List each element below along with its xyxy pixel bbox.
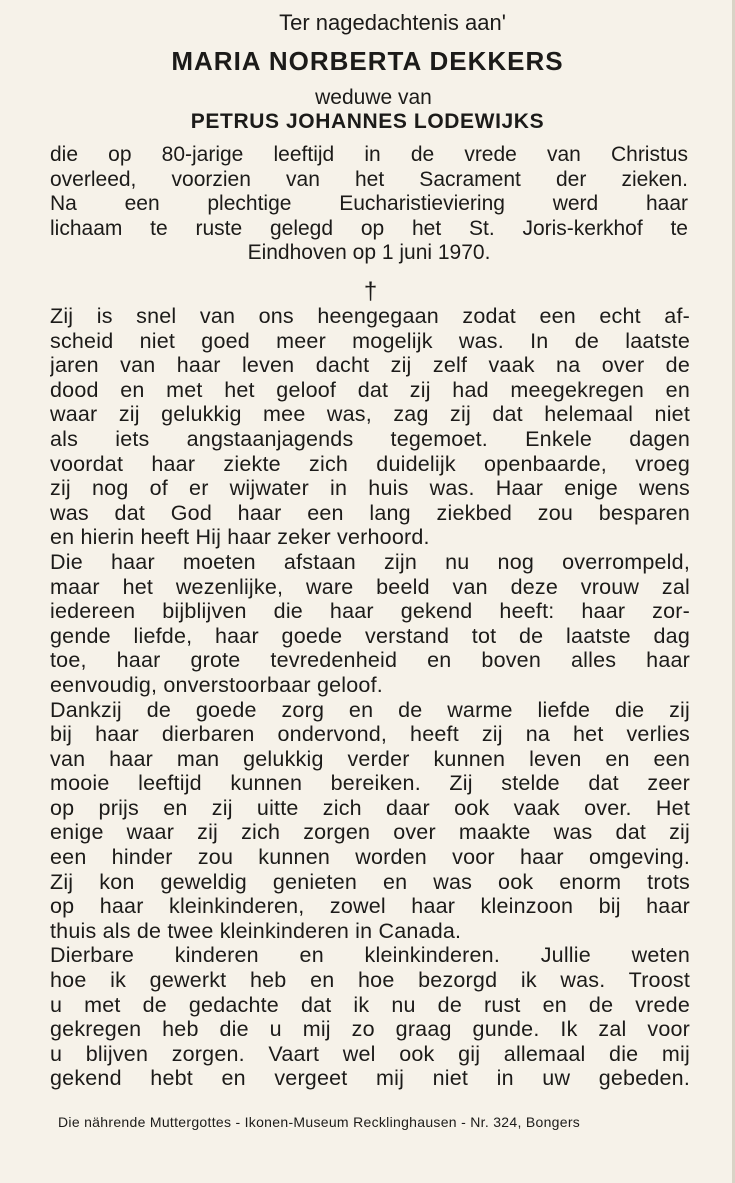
deceased-name: MARIA NORBERTA DEKKERS	[171, 46, 564, 76]
memorial-text	[50, 304, 690, 1091]
body-line: was dat God haar een lang ziekbed zou besparen	[50, 500, 690, 525]
body-line: Zij kon geweldig genieten en was ook enorm trots	[50, 869, 690, 894]
body-line: waar zij gelukkig mee was, zag zij dat helemaal niet	[50, 402, 690, 427]
body-line: Dierbare kinderen en kleinkinderen. Jullie weten	[50, 943, 690, 968]
notice-line: die op 80-jarige leeftijd in de vrede van Christus	[50, 143, 688, 166]
body-line: enige waar zij zich zorgen over maakte was dat zij	[50, 820, 690, 845]
image-credit: Die nährende Muttergottes - Ikonen-Museum Recklinghausen - Nr. 324, Bongers	[58, 1114, 581, 1130]
widow-of-label: weduwe van	[315, 86, 432, 109]
body-line: zij nog of er wijwater in huis was. Haar enige wens	[50, 476, 690, 501]
notice-line: overleed, voorzien van het Sacrament der zieken.	[50, 167, 688, 191]
body-line: als iets angstaanjagends tegemoet. Enkele dagen	[50, 426, 690, 451]
body-line: thuis als de twee kleinkinderen in Canada.	[50, 918, 462, 943]
body-line: en hierin heeft Hij haar zeker verhoord.	[50, 525, 430, 550]
body-line: Dankzij de goede zorg en de warme liefde die zij	[50, 697, 690, 722]
body-line: maar het wezenlijke, ware beeld van deze vrouw zal	[50, 574, 690, 599]
cross-icon: †	[363, 278, 378, 305]
body-line: op haar kleinkinderen, zowel haar kleinzoon bij haar	[50, 894, 690, 919]
body-line: jaren van haar leven dacht zij zelf vaak na over de	[50, 353, 690, 378]
notice-line: Eindhoven op 1 juni 1970.	[247, 241, 491, 264]
body-line: mooie leeftijd kunnen bereiken. Zij stelde dat zeer	[50, 771, 690, 796]
body-line: dood en met het geloof dat zij had meegekregen en	[50, 377, 690, 402]
notice-line: Na een plechtige Eucharistieviering werd haar	[50, 192, 688, 215]
death-notice-paragraph	[50, 143, 688, 266]
body-line: u blijven zorgen. Vaart wel ook gij allemaal die mij	[50, 1041, 690, 1066]
body-line: iedereen bijblijven die haar gekend heeft: haar zor-	[50, 599, 690, 624]
body-line: gekend hebt en vergeet mij niet in uw gebeden.	[50, 1066, 690, 1091]
body-line: scheid niet goed meer mogelijk was. In de laatste	[50, 328, 690, 353]
body-line: eenvoudig, onverstoorbaar geloof.	[50, 672, 383, 697]
body-line: gende liefde, haar goede verstand tot de laatste dag	[50, 623, 690, 648]
husband-name: PETRUS JOHANNES LODEWIJKS	[190, 110, 545, 133]
body-line: u met de gedachte dat ik nu de rust en de vrede	[50, 992, 690, 1017]
body-line: bij haar dierbaren ondervond, heeft zij na het verlies	[50, 722, 690, 747]
body-line: gekregen heb die u mij zo graag gunde. Ik zal voor	[50, 1017, 690, 1042]
body-line: toe, haar grote tevredenheid en boven alles haar	[50, 648, 690, 673]
body-line: Zij is snel van ons heengegaan zodat een echt af-	[50, 304, 690, 328]
body-line: van haar man gelukkig verder kunnen leven en een	[50, 746, 690, 771]
notice-line: lichaam te ruste gelegd op het St. Joris-kerkhof te	[50, 216, 688, 240]
body-line: voordat haar ziekte zich duidelijk openbaarde, vroeg	[50, 451, 690, 476]
intro-heading: Ter nagedachtenis aan'	[279, 10, 506, 35]
body-line: hoe ik gewerkt heb en hoe bezorgd ik was. Troost	[50, 968, 690, 993]
body-line: op prijs en zij uitte zich daar ook vaak over. Het	[50, 795, 690, 820]
body-line: Die haar moeten afstaan zijn nu nog overrompeld,	[50, 549, 690, 574]
body-line: een hinder zou kunnen worden voor haar omgeving.	[50, 845, 690, 870]
